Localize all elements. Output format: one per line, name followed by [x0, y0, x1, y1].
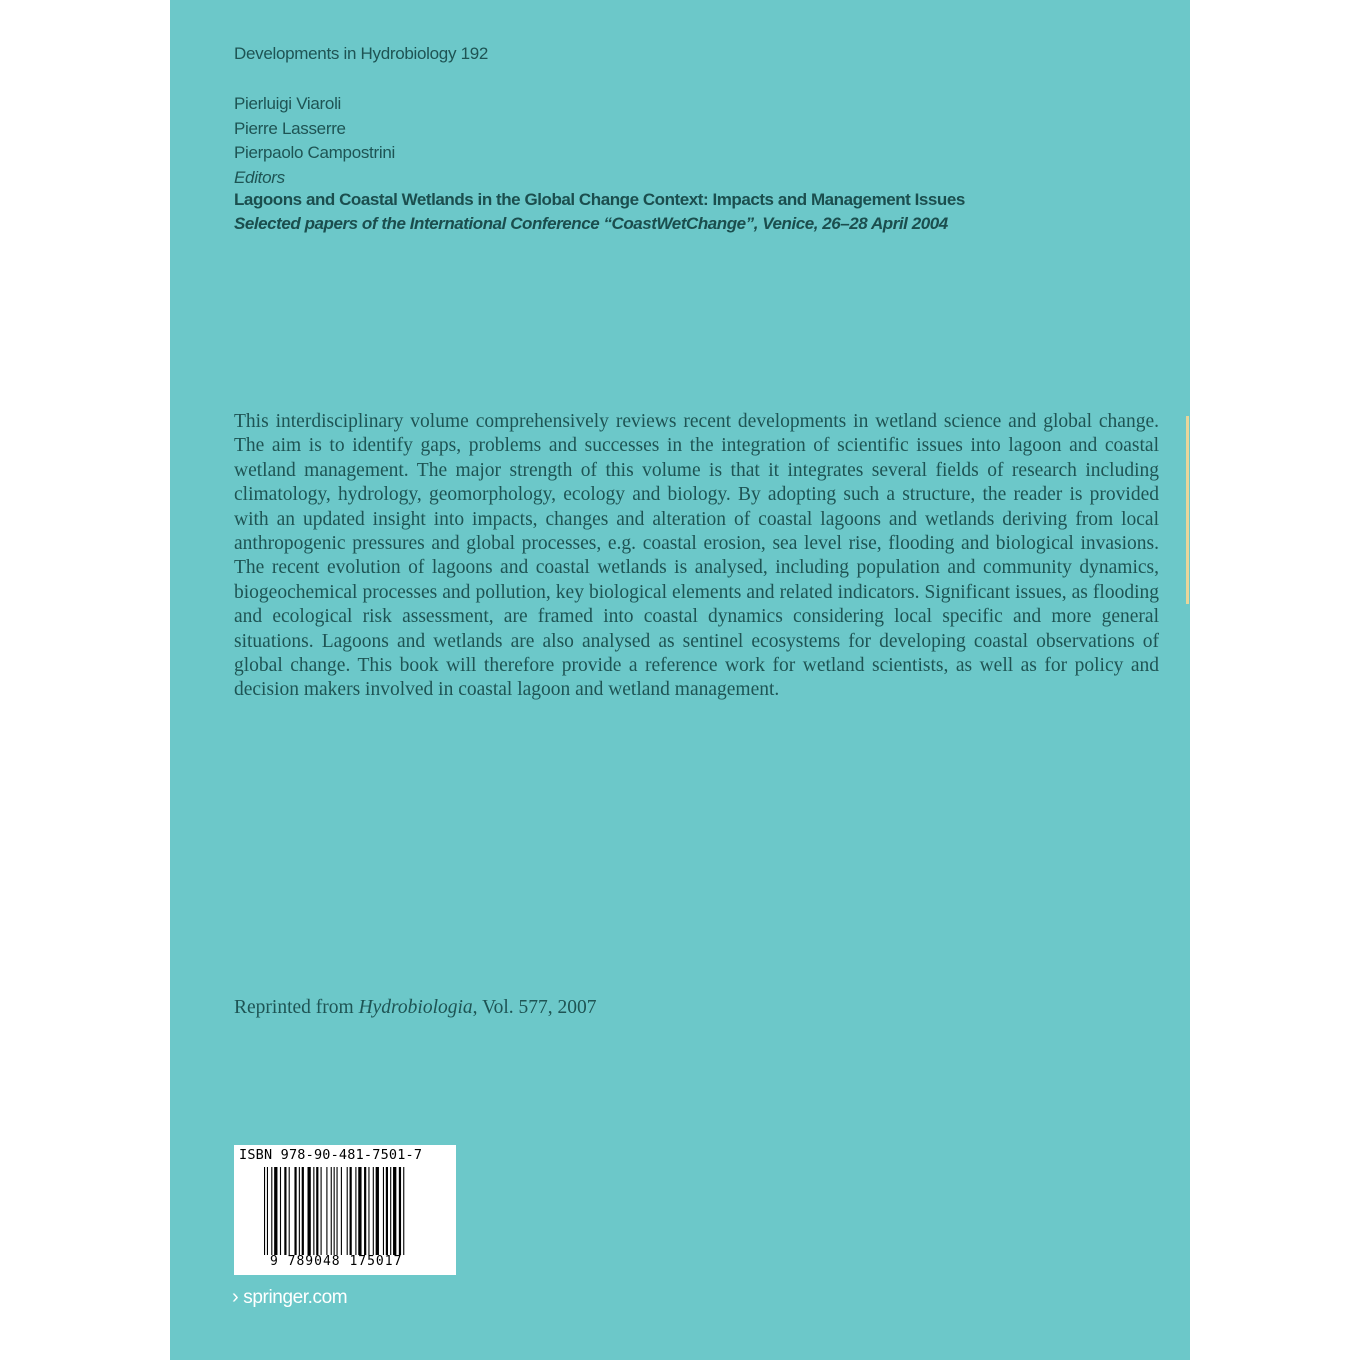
ean-digits: 9 789048 175017	[270, 1254, 403, 1269]
barcode-bar	[337, 1167, 338, 1255]
barcode-bar	[383, 1167, 384, 1255]
reprint-suffix: , Vol. 577, 2007	[472, 997, 597, 1018]
editors-role: Editors	[234, 167, 285, 187]
barcode-bar	[393, 1167, 396, 1255]
barcode-bar	[299, 1167, 300, 1255]
barcode-bar	[341, 1167, 342, 1255]
barcode-bar	[321, 1167, 322, 1255]
book-abstract: This interdisciplinary volume comprehensively reviews recent developments in wetland science and global change. The aim is to identify gaps, problems and successes in the integration of scientific issues into lagoon and coastal wetland management. The major strength of this volume is that it integrates several fields of research including climatology, hydrology, geomorphology, ecology and biology. By adopting such a structure, the reader is provided with an updated insight into impacts, changes and alteration of coastal lagoons and wetlands deriving from local anthropogenic pressures and global processes, e.g. coastal erosion, sea level rise, flooding and biological invasions. The recent evolution of lagoons and coastal wetlands is analysed, including population and community dynamics, biogeochemical processes and pollution, key biological elements and related indicators. Significant issues, as flooding and ecological risk assessment, are framed into coastal dynamics considering local specific and more general situations. Lagoons and wetlands are also analysed as sentinel ecosystems for developing coastal observations of global change. This book will therefore provide a reference work for wetland scientists, as well as for policy and decision makers involved in coastal lagoon and wetland management.	[234, 411, 1159, 701]
editor-name: Pierpaolo Campostrini	[234, 143, 395, 162]
barcode-bar	[267, 1167, 268, 1255]
barcode-bar	[284, 1167, 286, 1255]
springer-link-text: springer.com	[243, 1287, 348, 1308]
chevron-right-icon: ›	[232, 1286, 239, 1308]
reprint-note	[234, 997, 597, 1019]
reprint-journal: Hydrobiologia	[358, 997, 473, 1018]
barcode-bar	[316, 1167, 318, 1255]
series-title: Developments in Hydrobiology 192	[234, 44, 489, 63]
back-cover	[170, 0, 1190, 1360]
barcode-bar	[350, 1167, 352, 1255]
barcode-bar	[364, 1167, 366, 1255]
barcode-bar	[376, 1167, 379, 1255]
isbn-label: ISBN 978-90-481-7501-7	[239, 1147, 423, 1163]
spine-edge	[1186, 416, 1189, 604]
barcode-bar	[308, 1167, 311, 1255]
barcode-bar	[358, 1167, 361, 1255]
barcode-bar	[289, 1167, 290, 1255]
editors-block	[234, 92, 395, 190]
editor-name: Pierre Lasserre	[234, 118, 346, 138]
springer-link[interactable]	[232, 1286, 347, 1309]
isbn-barcode	[234, 1145, 456, 1275]
barcode-bar	[302, 1167, 304, 1255]
barcode-bar	[386, 1167, 388, 1255]
barcode-bar	[334, 1167, 335, 1255]
barcode-bar	[294, 1167, 296, 1255]
barcode-bar	[390, 1167, 391, 1255]
barcode-bar	[403, 1167, 404, 1255]
book-subtitle: Selected papers of the International Conference “CoastWetChange”, Venice, 26–28 April 2004	[234, 214, 948, 233]
barcode-bar	[373, 1167, 374, 1255]
reprint-prefix: Reprinted from	[234, 997, 359, 1018]
barcode-bar	[347, 1167, 348, 1255]
barcode-bar	[280, 1167, 281, 1255]
barcode-bar	[355, 1167, 356, 1255]
book-title: Lagoons and Coastal Wetlands in the Global Change Context: Impacts and Management Issues	[234, 190, 965, 209]
barcode-bar	[274, 1167, 277, 1255]
barcode-bar	[331, 1167, 332, 1255]
barcode-bars	[264, 1167, 450, 1255]
editor-name: Pierluigi Viaroli	[234, 94, 342, 113]
barcode-bar	[368, 1167, 369, 1255]
barcode-bar	[264, 1167, 265, 1255]
barcode-bar	[326, 1167, 327, 1255]
barcode-bar	[313, 1167, 314, 1255]
barcode-bar	[271, 1167, 272, 1255]
barcode-bar	[399, 1167, 401, 1255]
